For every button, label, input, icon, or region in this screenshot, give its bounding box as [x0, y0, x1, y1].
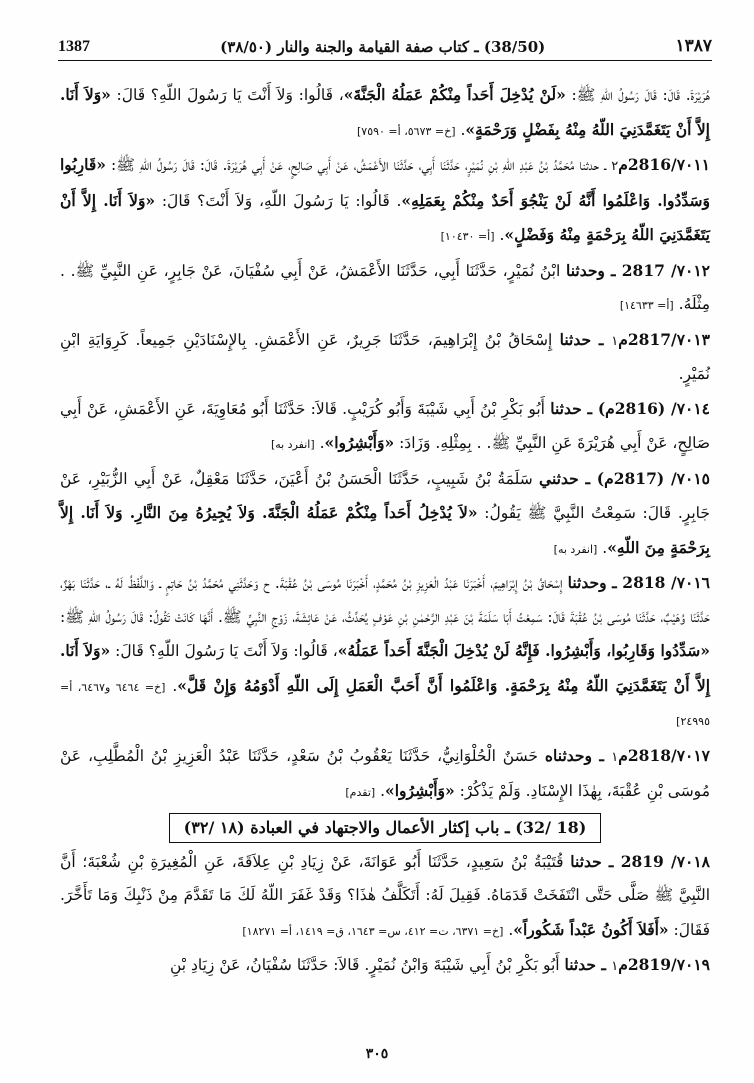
citation: [خ= ٦٣٧١، ت= ٤١٢، س= ١٦٤٣، ق= ١٤١٩، أ= ١٨٢٧١]	[242, 924, 504, 938]
text-run: .	[375, 782, 386, 800]
bold-text: ٧٠١٣/2817م	[618, 329, 710, 349]
hadith-paragraph	[60, 948, 710, 984]
page-footer-number: ٣٠٥	[365, 1046, 389, 1062]
text-run: ، قَالُوا: وَلاَ أَنْتَ يَا رَسُولَ اللّهِ؟ قَالَ:	[110, 642, 338, 660]
hadith-paragraph	[60, 739, 710, 810]
bold-text: ٧٠١٩/2819م	[618, 955, 710, 974]
hadith-list-after	[60, 845, 710, 984]
text-run: أَبُو بَكْرِ بْنُ أَبِي شَيْبَةَ وَأَبُو كُرَيْبٍ. قَالاَ: حَدَّثَنَا أَبُو مُعَاوِيَةَ، عَنِ الأَعْمَشِ، عَنْ أَبِي صَالِحٍ، عَنْ أَبِي هُرَيْرَةَ عَنِ النَّبِيِّ ﷺ. . بِمِثْلِهِ. وَزَادَ:	[60, 399, 710, 452]
citation: [انفرد به]	[270, 438, 315, 451]
bold-text: «سَدِّدُوا وَقَارِبُوا، وَأَبْشِرُوا. فَإِنَّهُ لَنْ يُدْخِلَ الْجَنَّةَ أَحَداً عَمَلُهُ»	[337, 641, 710, 660]
variant-marker: ٢	[611, 159, 619, 174]
text-run: أَبُو بَكْرِ بْنُ أَبِي شَيْبَةَ وَابْنُ نُمَيْرٍ. قَالاَ: حَدَّثَنَا سُفْيَانُ، عَنْ زِيَادِ بْنِ	[169, 956, 565, 974]
hadith-paragraph	[60, 566, 710, 739]
header-rule	[58, 60, 712, 61]
bold-text: ٧٠١٦/ 2818 ـ وحدثنا	[567, 573, 711, 592]
bold-text: ـ حدثنا	[559, 329, 612, 349]
bold-text: ـ حدثنا	[564, 955, 612, 974]
text-run: ابْنُ نُمَيْرٍ، حَدَّثَنَا أَبِي، حَدَّثَنَا الأَعْمَشُ، عَنْ أَبِي سُفْيَانَ، عَنْ جَابِرٍ، عَنِ النَّبِيِّ ﷺ. . مِثْلَهُ.	[60, 261, 710, 313]
bold-text: «لَنْ يُدْخِلَ أَحَداً مِنْكُمْ عَمَلُهُ الْجَنَّةَ»	[343, 85, 566, 104]
citation: [انفرد به]	[553, 542, 598, 556]
variant-marker: ١	[611, 333, 619, 349]
hadith-paragraph	[60, 148, 710, 254]
bold-text: «وَلاَ أَنَا. إِلاَّ أَنْ يَتَغَمَّدَنِيَ اللّهُ بِرَحْمَةٍ مِنْهُ وَفَضْلٍ»	[60, 190, 710, 244]
bold-text: ـ وحدثناه	[544, 745, 612, 765]
hadith-paragraph	[60, 323, 710, 392]
hadith-list	[60, 78, 710, 810]
bold-text: «وَأَبْشِرُوا»	[385, 781, 455, 800]
text-run: ـ حدثنا مُحَمَّدُ بْنُ عَبْدِ اللّهِ بْنِ نُمَيْرٍ، حَدَّثَنَا أَبِي، حَدَّثَنَا الأَعْمَشُ، عَنْ أَبِي صَالِحٍ، عَنْ أَبِي هُرَيْرَةَ. قَالَ: قَالَ رَسُولُ اللّهِ ﷺ:	[105, 156, 612, 174]
text-run: .	[314, 434, 325, 452]
text-run: سَلَمَةُ بْنُ شَبِيبٍ، حَدَّثَنَا الْحَسَنُ بْنُ أَعْيَنَ، حَدَّثَنَا مَعْقِلٌ، عَنْ أَبِي الزُّبَيْرِ، عَنْ جَابِرٍ. قَالَ: سَمِعْتُ النَّبِيَّ ﷺ يَقُولُ:	[60, 469, 710, 522]
text-run: .	[494, 226, 505, 244]
bold-text: «وَلاَ أَنَا. إِلاَّ أَنْ يَتَغَمَّدَنِيَ اللّهُ مِنْهُ بِرَحْمَةٍ. وَاعْلَمُوا أَنَّ أَحَبَّ الْعَمَلِ إِلَى اللّهِ أَدْوَمُهُ وَإِنْ قَلَّ»	[60, 641, 711, 695]
citation: [تقدم]	[345, 786, 376, 799]
text-run: إِسْحَاقُ بْنُ إِبْرَاهِيمَ، أَخْبَرَنَا عَبْدُ الْعَزِيزِ بْنُ مُحَمَّدٍ، أَخْبَرَنَا مُوسَى بْنُ عُقْبَةَ. ح وَحَدَّثَنِي مُحَمَّدُ بْنُ حَاتِمٍ ـ وَاللَّفْظُ لَهُ ـ، حَدَّثَنَا بَهْزٌ، حَدَّثَنَا وُهَيْبٌ، حَدَّثَنَا مُوسَى بْنُ عُقْبَةَ قَالَ: سَمِعْتُ أَبَا سَلَمَةَ بْنَ عَبْدِ الرَّحْمٰنِ بْنِ عَوْفٍ يُحَدِّثُ، عَنْ عَائِشَةَ، زَوْجِ النَّبِيِّ ﷺ. أَنَّهَا كَانَتْ تَقُولُ: قَالَ رَسُولُ اللّهِ ﷺ:	[60, 574, 710, 626]
citation: [خ= ٥٦٧٣، أ= ٧٥٩٠]	[357, 124, 456, 138]
text-run: حَسَنٌ الْحُلْوَانِيُّ، حَدَّثَنَا يَعْقُوبُ بْنُ سَعْدٍ، حَدَّثَنَا عَبْدُ الْعَزِيزِ بْنُ الْمُطَّلِبِ، عَنْ مُوسَى بْنِ عُقْبَةَ، بِهٰذَا الإِسْنَادِ. وَلَمْ يَذْكُرْ:	[60, 746, 710, 800]
hadith-paragraph	[60, 78, 710, 148]
hadith-paragraph	[60, 845, 710, 949]
chapter-heading: (18 /32) ـ باب إكثار الأعمال والاجتهاد في العبادة (١٨ /٣٢)	[169, 813, 602, 843]
bold-text: «أَفَلاَ أَكُونُ عَبْداً شَكُوراً»	[513, 919, 669, 939]
citation: [خ= ٦٤٦٤ و٦٤٦٧، أ= ٢٤٩٩٥]	[60, 680, 710, 728]
text-run: .	[455, 120, 466, 139]
text-run: إِسْحَاقُ بْنُ إِبْرَاهِيمَ، حَدَّثَنَا جَرِيرٌ، عَنِ الأَعْمَشِ. بِالإِسْنَادَيْنِ جَمِيعاً. كَرِوَايَةِ ابْنِ نُمَيْرٍ.	[60, 330, 710, 383]
chapter-heading-wrap	[60, 810, 710, 845]
bold-text: ٧٠١١/2816م	[618, 155, 710, 174]
text-run: قُتَيْبَةُ بْنُ سَعِيدٍ، حَدَّثَنَا أَبُو عَوَانَةَ، عَنْ زِيَادِ بْنِ عِلاَقَةَ، عَنِ الْمُغِيرَةِ بْنِ شُعْبَةَ؛ أَنَّ النَّبِيَّ ﷺ صَلَّى حَتَّى انْتَفَخَتْ قَدَمَاهُ. فَقِيلَ لَهُ: أَتَكَلَّفُ هٰذَا؟ وَقَدْ غَفَرَ اللّهُ لَكَ مَا تَقَدَّمَ مِنْ ذَنْبِكَ وَمَا تَأَخَّرَ. فَقَالَ:	[60, 852, 710, 939]
citation: [أ= ١٤٦٣٣]	[619, 299, 674, 312]
text-run: .	[597, 538, 608, 557]
text-run: . قَالُوا: يَا رَسُولَ اللّهِ، وَلاَ أَنْتَ؟ قَالَ:	[155, 191, 402, 210]
bold-text: ٧٠١٢/ 2817 ـ وحدثنا	[565, 260, 711, 280]
hadith-paragraph	[60, 254, 710, 323]
page-number-latin: 1387	[58, 38, 90, 55]
text-run: ، قَالُوا: وَلاَ أَنْتَ يَا رَسُولَ اللّهِ؟ قَالَ:	[110, 86, 344, 104]
running-title: (38/50) ـ كتاب صفة القيامة والجنة والنار (٣٨/٥٠)	[220, 38, 546, 56]
page-number-arabic: ١٣٨٧	[675, 36, 712, 56]
text-run: هُرَيْرَةَ. قَالَ: قَالَ رَسُولُ اللّهِ ﷺ:	[565, 86, 710, 104]
text-run: .	[503, 920, 514, 939]
bold-text: «وَلاَ أَنَا. إِلاَّ أَنْ يَتَغَمَّدَنِيَ اللّهُ مِنْهُ بِفَضْلٍ وَرَحْمَةٍ»	[60, 85, 710, 139]
hadith-paragraph	[60, 462, 710, 567]
bold-text: ٧٠١٥/ (2817م) ـ حدثني	[539, 468, 710, 488]
bold-text: ٧٠١٤/ (2816م) ـ حدثنا	[550, 398, 710, 418]
running-header	[58, 30, 712, 56]
citation: [أ= ١٠٤٣٠]	[440, 230, 495, 243]
variant-marker: ١	[611, 749, 619, 765]
hadith-paragraph	[60, 392, 710, 462]
bold-text: «قَارِبُوا وَسَدِّدُوا. وَاعْلَمُوا أَنَّهُ لَنْ يَنْجُوَ أَحَدٌ مِنْكُمْ بِعَمَلِهِ»	[60, 155, 710, 210]
bold-text: «لاَ يُدْخِلُ أَحَداً مِنْكُمْ عَمَلُهُ الْجَنَّةَ. وَلاَ يُجِيرُهُ مِنَ النَّارِ. وَلاَ أَنَا. إِلاَّ بِرَحْمَةٍ مِنَ اللّهِ»	[60, 503, 710, 557]
bold-text: ٧٠١٧/2818م	[618, 745, 710, 765]
bold-text: ٧٠١٨/ 2819 ـ حدثنا	[570, 851, 711, 871]
variant-marker: ١	[611, 959, 619, 974]
bold-text: «وَأَبْشِرُوا»	[324, 433, 395, 452]
text-run: .	[165, 676, 178, 695]
text-body	[60, 78, 710, 984]
